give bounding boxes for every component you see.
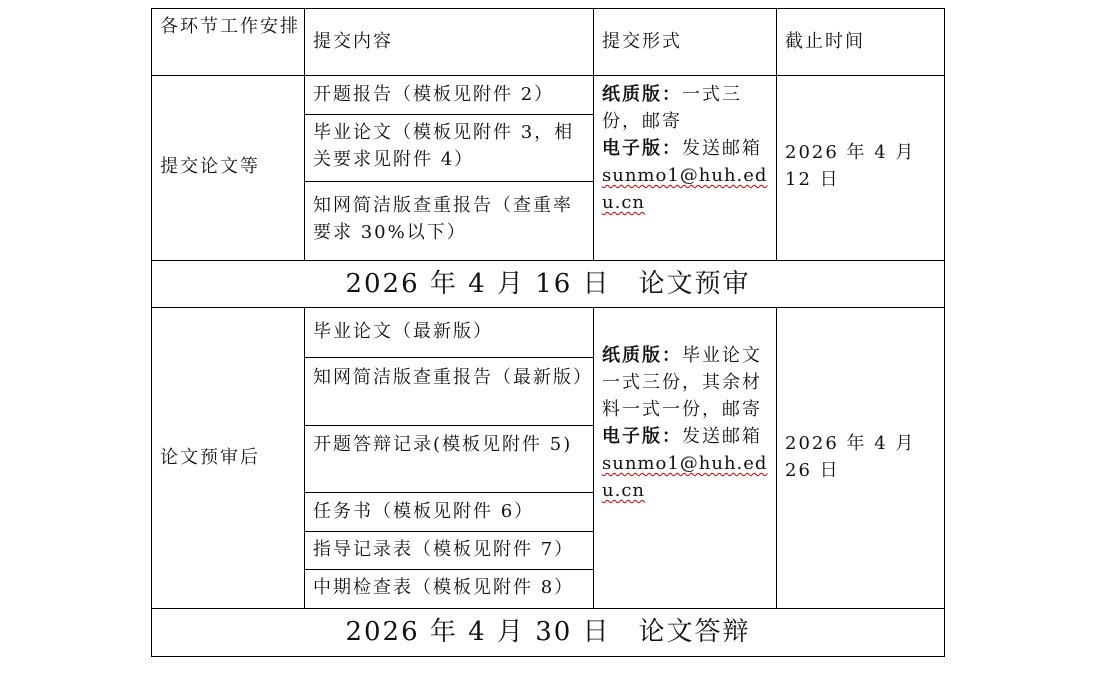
grid-line bbox=[305, 492, 593, 493]
electronic-label: 电子版： bbox=[602, 138, 682, 159]
grid-line bbox=[776, 308, 777, 608]
deadline-2: 2026 年 4 月 26 日 bbox=[785, 433, 916, 481]
paper-label: 纸质版： bbox=[602, 345, 682, 366]
grid-line bbox=[152, 307, 944, 308]
grid-line bbox=[304, 9, 305, 260]
grid-line bbox=[593, 9, 594, 260]
list-item: 开题答辩记录(模板见附件 5) bbox=[313, 434, 573, 455]
milestone-banner: 2026 年 4 月 30 日 论文答辩 bbox=[345, 617, 751, 647]
grid-line bbox=[776, 9, 777, 260]
deadline-1: 2026 年 4 月 12 日 bbox=[785, 142, 916, 190]
grid-line bbox=[305, 357, 593, 358]
stage-after-review: 论文预审后 bbox=[160, 447, 260, 468]
milestone-banner: 2026 年 4 月 16 日 论文预审 bbox=[345, 269, 751, 299]
paper-text: 一式三份，邮寄 bbox=[602, 84, 742, 132]
grid-line bbox=[305, 425, 593, 426]
grid-line bbox=[305, 531, 593, 532]
list-item: 中期检查表（模板见附件 8） bbox=[313, 577, 575, 598]
grid-line bbox=[305, 181, 593, 182]
grid-line bbox=[593, 308, 594, 608]
header-deadline: 截止时间 bbox=[785, 31, 865, 52]
header-stage: 各环节工作安排 bbox=[160, 16, 300, 37]
list-item: 指导记录表（模板见附件 7） bbox=[313, 539, 575, 560]
list-item: 任务书（模板见附件 6） bbox=[313, 501, 535, 522]
paper-label: 纸质版： bbox=[602, 84, 682, 105]
electronic-label: 电子版： bbox=[602, 426, 682, 447]
stage-submit-thesis: 提交论文等 bbox=[160, 156, 260, 177]
list-item: 开题报告（模板见附件 2） bbox=[313, 84, 555, 105]
list-item: 知网简洁版查重报告（最新版） bbox=[313, 367, 593, 388]
list-item: 毕业论文（模板见附件 3，相关要求见附件 4） bbox=[313, 122, 575, 170]
header-format: 提交形式 bbox=[602, 31, 682, 52]
email-link[interactable]: sunmo1@huh.edu.cn bbox=[602, 453, 768, 501]
electronic-text: 发送邮箱 bbox=[682, 138, 762, 159]
list-item: 知网简洁版查重报告（查重率要求 30%以下） bbox=[313, 195, 573, 243]
header-content: 提交内容 bbox=[313, 31, 393, 52]
grid-line bbox=[304, 308, 305, 608]
grid-line bbox=[305, 114, 593, 115]
submit-format-1 bbox=[602, 81, 770, 216]
grid-line bbox=[152, 75, 944, 76]
list-item: 毕业论文（最新版） bbox=[313, 321, 493, 342]
electronic-text: 发送邮箱 bbox=[682, 426, 762, 447]
paper-text: 毕业论文一式三份，其余材料一式一份，邮寄 bbox=[602, 345, 762, 420]
grid-line bbox=[305, 569, 593, 570]
email-link[interactable]: sunmo1@huh.edu.cn bbox=[602, 165, 768, 213]
submit-format-2 bbox=[602, 342, 770, 504]
